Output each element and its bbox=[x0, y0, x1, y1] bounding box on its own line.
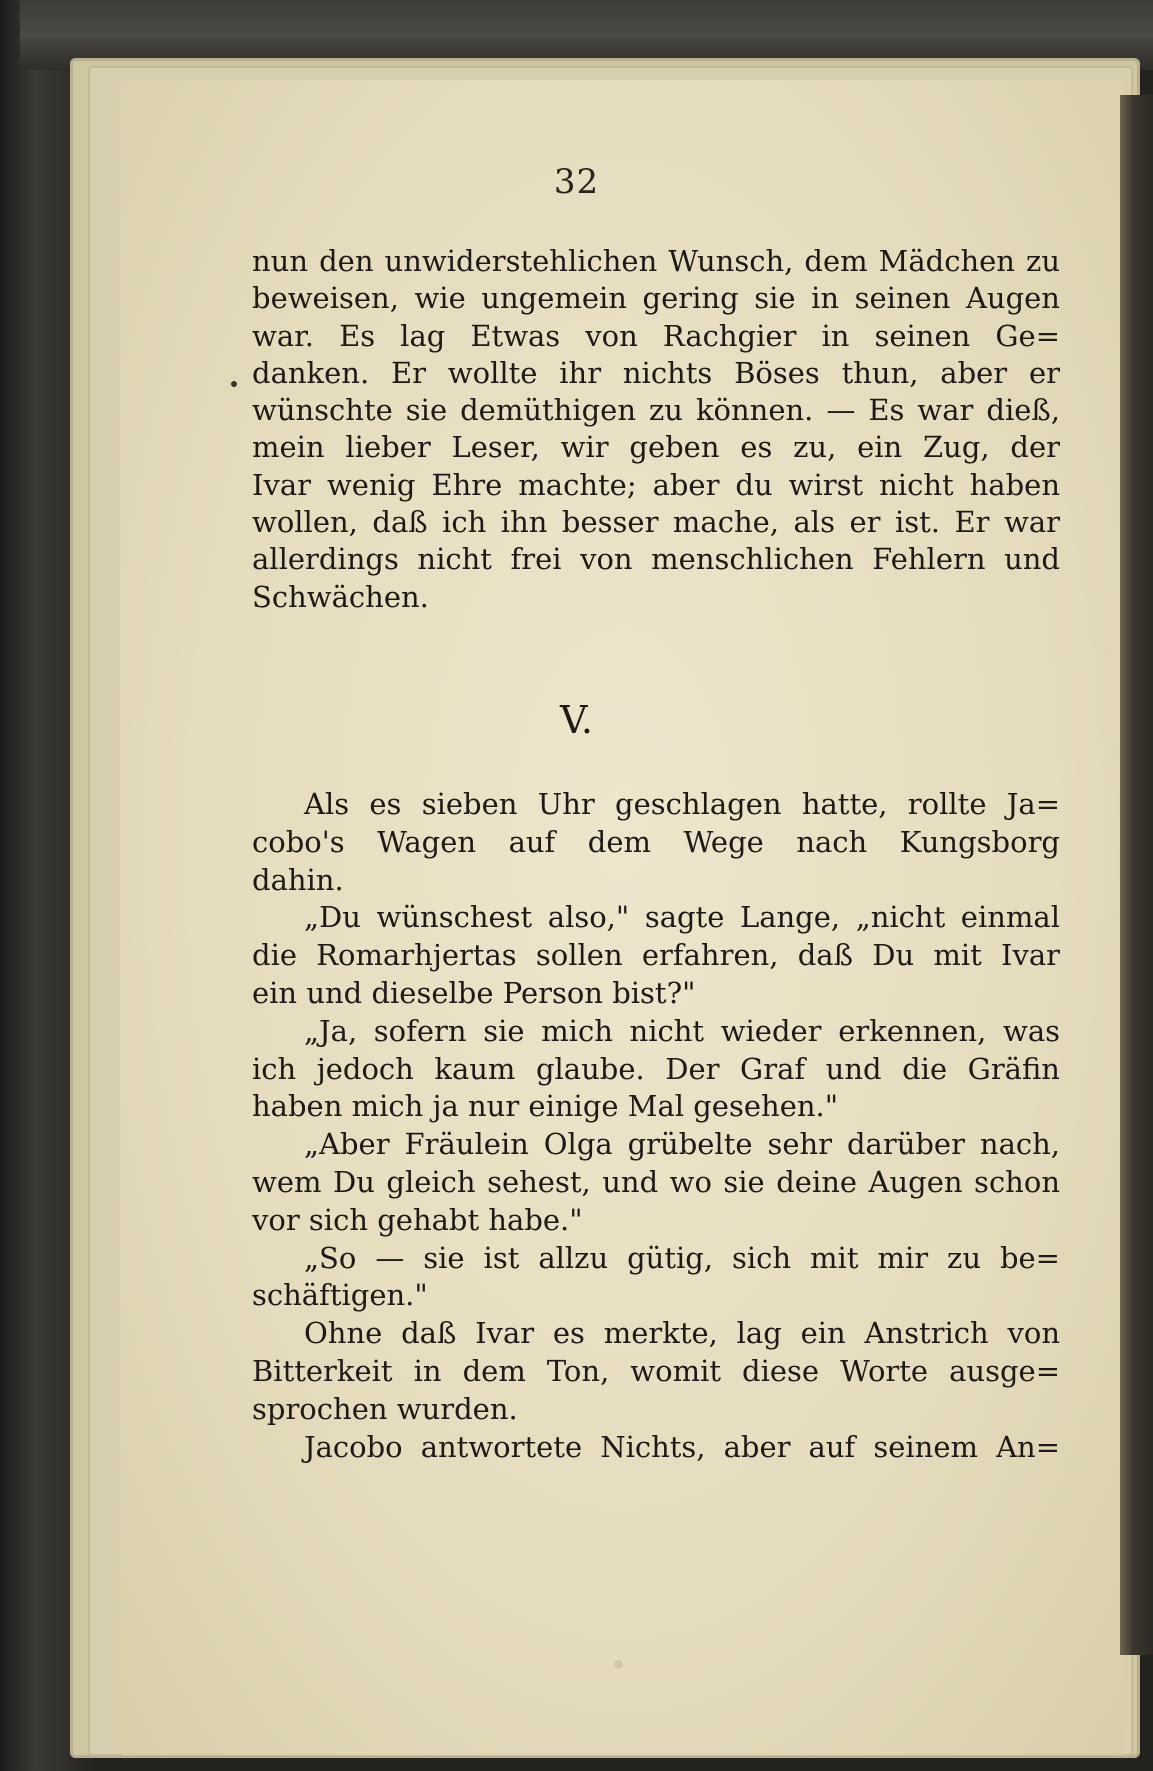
text-line: danken. Er wollte ihr nichts Böses thun, aber er bbox=[252, 355, 1060, 390]
text-line: cobo's Wagen auf dem Wege nach Kungsborg bbox=[252, 824, 1060, 859]
text-line: war. Es lag Etwas von Rachgier in seinen Ge= bbox=[252, 318, 1060, 353]
text-line: sprochen wurden. bbox=[252, 1391, 518, 1426]
text-line: „So — sie ist allzu gütig, sich mit mir zu be= bbox=[304, 1240, 1060, 1275]
text-line: mein lieber Leser, wir geben es zu, ein Zug, der bbox=[252, 430, 1060, 465]
chapter-text bbox=[252, 786, 1060, 1466]
chapter-heading: V. bbox=[560, 698, 593, 742]
text-line: ich jedoch kaum glaube. Der Graf und die Gräfin bbox=[252, 1051, 1060, 1086]
paper-speck bbox=[614, 1660, 623, 1669]
text-line: haben mich ja nur einige Mal gesehen." bbox=[252, 1089, 839, 1124]
paper-speck bbox=[231, 381, 237, 387]
text-line: die Romarhjertas sollen erfahren, daß Du mit Ivar bbox=[252, 938, 1060, 973]
text-line: „Aber Fräulein Olga grübelte sehr darüber nach, bbox=[304, 1127, 1060, 1162]
text-line: ein und dieselbe Person bist?" bbox=[252, 975, 696, 1010]
text-line: Bitterkeit in dem Ton, womit diese Worte ausge= bbox=[252, 1353, 1060, 1388]
text-line: Jacobo antwortete Nichts, aber auf seinem An= bbox=[304, 1429, 1060, 1464]
text-line: Ohne daß Ivar es merkte, lag ein Anstrich von bbox=[304, 1316, 1060, 1351]
text-line: dahin. bbox=[252, 862, 344, 897]
text-line: schäftigen." bbox=[252, 1278, 428, 1313]
paragraph-1 bbox=[252, 243, 1060, 616]
text-line: allerdings nicht frei von menschlichen Fehlern und bbox=[252, 542, 1060, 577]
text-line: wem Du gleich sehest, und wo sie deine Augen schon bbox=[252, 1164, 1060, 1199]
text-line: wünschte sie demüthigen zu können. — Es war dieß, bbox=[252, 393, 1060, 428]
text-line: vor sich gehabt habe." bbox=[252, 1202, 583, 1237]
text-line: Als es sieben Uhr geschlagen hatte, rollte Ja= bbox=[304, 787, 1060, 821]
text-line: wollen, daß ich ihn besser mache, als er ist. Er war bbox=[252, 505, 1060, 540]
text-line: „Ja, sofern sie mich nicht wieder erkennen, was bbox=[304, 1013, 1060, 1048]
facing-page-edge bbox=[1120, 95, 1153, 1655]
page-number: 32 bbox=[553, 162, 600, 202]
text-line: Schwächen. bbox=[252, 579, 429, 614]
text-line: „Du wünschest also," sagte Lange, „nicht einmal bbox=[304, 900, 1060, 935]
text-line: nun den unwiderstehlichen Wunsch, dem Mädchen zu bbox=[252, 244, 1060, 278]
text-line: Ivar wenig Ehre machte; aber du wirst nicht haben bbox=[252, 467, 1060, 502]
text-line: beweisen, wie ungemein gering sie in seinen Augen bbox=[252, 281, 1060, 316]
